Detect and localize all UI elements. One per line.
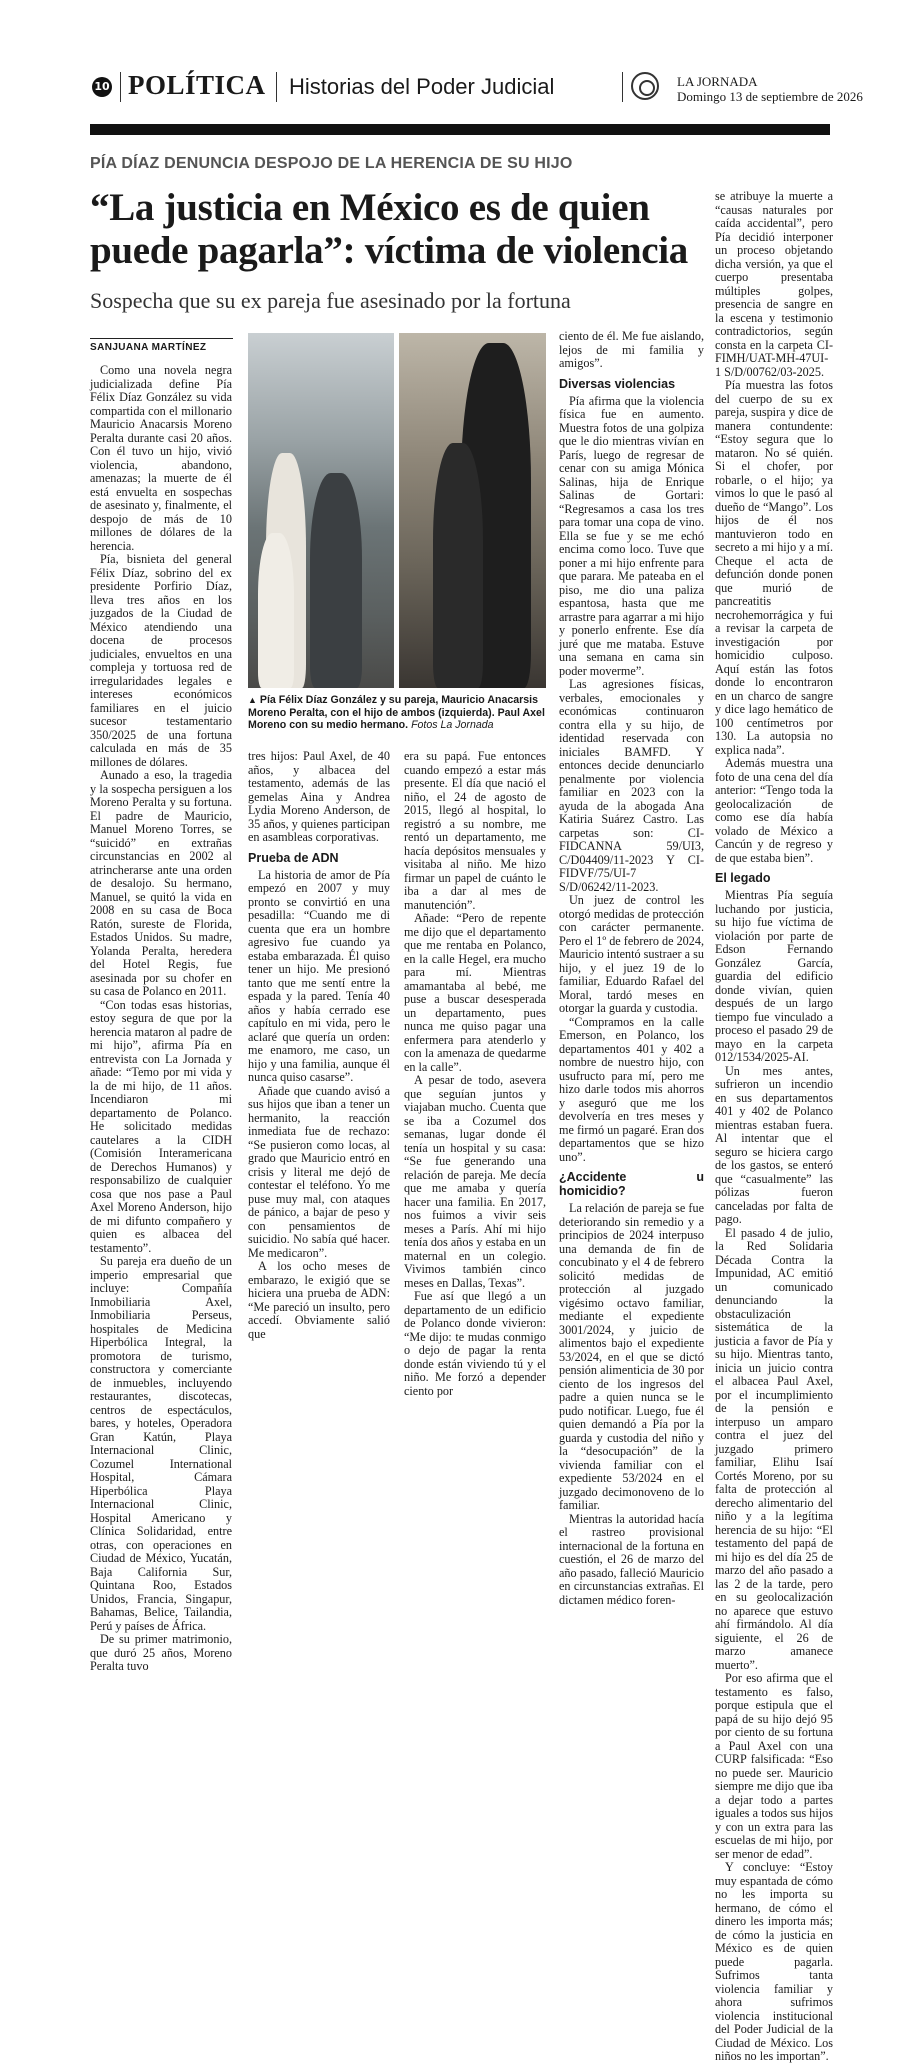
- paragraph: Fue así que llegó a un departamento de un edificio de Polanco donde vivieron: “Me dijo: te mudas conmigo o dejo de pagar la renta donde están viviendo tú y el niño. Me forzó a depender ciento por: [404, 1289, 546, 1398]
- paragraph: Un mes antes, sufrieron un incendio en sus departamentos 401 y 402 de Polanco mientras estaban fuera. Al intentar que el seguro se hiciera cargo de los gastos, se enteró que “casualmente” las pólizas fueron canceladas por falta de pago.: [715, 1063, 833, 1226]
- deck: Sospecha que su ex pareja fue asesinado por la fortuna: [90, 288, 571, 313]
- paragraph: A pesar de todo, asevera que seguían juntos y viajaban mucho. Cuenta que se iba a Cozumel dos semanas, lugar donde él tenía un hospital y su casa: “Se fue generando una relación de pareja. Me decía que me amaba y quería hacer una familia. En 2017, nos fuimos a vivir seis meses a París. Ahí mi hijo tenía dos años y estaba en un maternal en un colegio. Vivimos también cinco meses en Dallas, Texas”.: [404, 1073, 546, 1290]
- page-number: 10: [92, 77, 112, 97]
- paragraph: ciento de él. Me fue aislando, lejos de mi familia y amigos”.: [559, 329, 704, 370]
- paragraph: era su papá. Fue entonces cuando empezó a estar más presente. El día que nació el niño, el 24 de agosto de 2015, llegó al hospital, lo registró a su nombre, me rentó un departamento, me hacía depósitos mensuales y visitaba al niño. Me hizo firmar un papel de cuánto le iba a dar al mes de manutención”.: [404, 749, 546, 912]
- header-rule: [90, 124, 830, 135]
- paragraph: Además muestra una foto de una cena del día anterior: “Tengo toda la geolocalización de como ese día había volado de México a Cancún y de regreso y de que estaba bien”.: [715, 756, 833, 865]
- paragraph: Como una novela negra judicializada define Pía Félix Díaz González su vida compartida con el millonario Mauricio Anacarsis Moreno Peralta durante casi 20 años. Con él tuvo un hijo, vivió violencia, abandono, amenazas; la muerte de él está envuelta en sospechas de asesinato y, finalmente, el despojo de más de 10 millones de dólares de la herencia.: [90, 363, 232, 553]
- subheading: Prueba de ADN: [248, 850, 339, 865]
- column-1: [90, 364, 232, 1674]
- paragraph: El pasado 4 de julio, la Red Solidaria Década Contra la Impunidad, AC emitió un comunicado denunciando la obstaculización sistemática de la justicia a favor de Pía y su hijo. Mientras tanto, inicia un juicio contra el albacea Paul Axel, por el incumplimiento de la pensión e interpuso un amparo contra el juez del juzgado primero familiar, Elihu Isaí Cortés Moreno, por su falta de protección al derecho alimentario del niño y a la legítima herencia de su hijo: “El testamento del papá de mi hijo es del día 25 de marzo del año pasado a las 2 de la tarde, pero en su geolocalización no aparece que estuvo ahí firmándolo. Al día siguiente, el 26 de marzo amanece muerto”.: [715, 1225, 833, 1672]
- paragraph: Pía muestra las fotos del cuerpo de su ex pareja, suspira y dice de manera contundente: “Estoy segura que lo mataron. No sé quién. Si el chofer, por robarle, o el hijo; ya vimos lo que le pasó al dueño de “Mango”. Los hijos de él nos mantuvieron todo en secreto a mi hijo y a mí. Cheque el acta de defunción donde ponen que murió de pancreatitis necrohemorrágica y fui a revisar la carpeta de investigación por homicidio culposo. Aquí están las fotos donde lo encontraron en un charco de sangre y dice lago hemático de 100 centímetros por 130. La autopsia no explica nada”.: [715, 378, 833, 757]
- column-4: [559, 330, 704, 1607]
- paragraph: Añade que cuando avisó a sus hijos que iban a tener un hermanito, la reacción inmediata fue de rechazo: “Se pusieron como locas, al grado que Mauricio entró en crisis y literal me dejó de contestar el teléfono. Yo me puse muy mal, con ataques de pánico, a bajar de peso y con pensamientos de suicidio. No sabía qué hacer. Me medicaron”.: [248, 1083, 390, 1260]
- header-divider: [276, 72, 277, 102]
- caption-text: Pía Félix Díaz González y su pareja, Mauricio Anacarsis Moreno Peralta, con el hijo de ambos (izquierda). Paul Axel Moreno con su medio hermano.: [248, 694, 545, 731]
- paragraph: Pía afirma que la violencia física fue en aumento. Muestra fotos de una golpiza que le dio mientras vivían en París, luego de regresar de cenar con su amiga Mónica Salinas, hija de Enrique Salinas de Gortari: “Regresamos a casa los tres para tomar una copa de vino. Ella se fue y se me echó encima como loco. Tuve que poner a mi hijo enfrente para que parara. Me pateaba en el piso, me dio una paliza espantosa, hasta que me arrastre para agarrar a mi hijo y ponerlo enfrente. Ese día juré que me mataba. Estuve una semana en cama sin poder moverme”.: [559, 393, 704, 678]
- byline: SANJUANA MARTÍNEZ: [90, 338, 233, 353]
- section-title: POLÍTICA: [128, 70, 266, 100]
- column-5: [715, 190, 833, 2064]
- photo-caption: [248, 694, 546, 732]
- issue-date: Domingo 13 de septiembre de 2026: [677, 89, 863, 104]
- paragraph: Añade: “Pero de repente me dijo que el departamento que me rentaba en Polanco, en la calle Hegel, era mucho para mí. Mientras amamantaba al bebé, me puse a buscar desesperada un departamento, pues nunca me quiso pagar una enfermera para atenderlo y con la amenaza de quedarme en la calle”.: [404, 911, 546, 1074]
- paragraph: A los ocho meses de embarazo, le exigió que se hiciera una prueba de ADN: “Me pareció un insulto, pero accedí. Obviamente salió que: [248, 1259, 390, 1341]
- kicker: PÍA DÍAZ DENUNCIA DESPOJO DE LA HERENCIA DE SU HIJO: [90, 155, 573, 172]
- newspaper-info: [677, 74, 863, 104]
- newspaper-name: LA JORNADA: [677, 74, 758, 89]
- photo-family: [248, 333, 394, 688]
- paragraph: se atribuye la muerte a “causas naturales por caída accidental”, pero Pía decidió interponer un proceso objetando dicha versión, ya que el cuerpo presentaba múltiples golpes, presencia de sangre en la escena y testimonio contradictorios, según consta en la carpeta CI-FIMH/UAT-MH-47UI-1 S/D/00762/03-2025.: [715, 189, 833, 379]
- subsection-title: Historias del Poder Judicial: [289, 74, 555, 99]
- photo-brothers: [399, 333, 546, 688]
- paragraph: Las agresiones físicas, verbales, emocionales y económicas continuaron contra ella y su hijo, de identidad reservada con iniciales BAMFD. Y entonces decide denunciarlo penalmente por violencia familiar en 2023 con la ayuda de la abogada Ana Katiria Suárez Castro. Las carpetas son: CI-FIDCANNA 59/UI3, C/D04409/11-2023 Y CI-FIDVF/75/UI-7 S/D/06242/11-2023.: [559, 677, 704, 894]
- header-divider: [120, 72, 121, 102]
- paragraph: Mientras la autoridad hacía el rastreo provisional internacional de la fortuna en cuestión, el 26 de marzo del año pasado, falleció Mauricio en circunstancias extrañas. El dictamen médico foren-: [559, 1511, 704, 1607]
- photo-credit: Fotos La Jornada: [411, 719, 494, 731]
- header-divider: [622, 72, 623, 102]
- person-figure: [310, 473, 362, 688]
- paragraph: Su pareja era dueño de un imperio empresarial que incluye: Compañía Inmobiliaria Axel, Inmobiliaria Perseus, hospitales de Medicina Hiperbólica Integral, la promotora de turismo, constructora y comerciante de inmuebles, incluyendo restaurantes, discotecas, centros de espectáculos, bares, y hoteles, Operadora Gran Katún, Playa Internacional Clinic, Cozumel International Hospital, Cámara Hiperbólica Playa Internacional Clinic, Hospital Americano y Clínica Solidaridad, entre otras, con operaciones en Ciudad de México, Yucatán, Baja California Sur, Quintana Roo, Estados Unidos, Francia, Singapur, Bahamas, Belice, Tailandia, Perú y países de África.: [90, 1254, 232, 1633]
- paragraph: Un juez de control les otorgó medidas de protección con carácter permanente. Pero el 1º de febrero de 2024, Mauricio intentó sustraer a su hijo, y el juez 19 de lo familiar, Eduardo Rafael del Moral, tardó meses en otorgar la guarda y custodia.: [559, 893, 704, 1015]
- paragraph: De su primer matrimonio, que duró 25 años, Moreno Peralta tuvo: [90, 1632, 232, 1673]
- paragraph: tres hijos: Paul Axel, de 40 años, y albacea del testamento, además de las gemelas Aina y Andrea Lydia Moreno Anderson, de 35 años, y quienes participan en asambleas corporativas.: [248, 749, 390, 844]
- subheading: El legado: [715, 871, 771, 885]
- paragraph: “Con todas esas historias, estoy segura de que por la herencia mataron al padre de mi hijo”, afirma Pía en entrevista con La Jornada y añade: “Temo por mi vida y la de mi hijo, de 11 años. Incendiaron mi departamento de Polanco. He solicitado medidas cautelares a la CIDH (Comisión Interamericana de Derechos Humanos) y responsabilizo de cualquier cosa que nos pase a Paul Axel Moreno Anderson, hijo de mi difunto compañero y quien es albacea del testamento”.: [90, 997, 232, 1255]
- subheading: Diversas violencias: [559, 376, 676, 391]
- headline-line: “La justicia en México es de quien: [90, 186, 650, 229]
- column-3: [404, 750, 546, 1398]
- person-figure: [258, 533, 294, 688]
- paragraph: “Compramos en la calle Emerson, en Polanco, los departamentos 401 y 402 a nombre de nuestro hijo, con usufructo para mí, pero me hizo darle todos mis ahorros y aseguró que me los devolvería en tres meses y me firmó un pagaré. Eran dos departamentos que se hizo uno”.: [559, 1014, 704, 1164]
- paragraph: La relación de pareja se fue deteriorando sin remedio y a principios de 2024 interpuso una demanda de fin de concubinato y el 4 de febrero solicitó medidas de protección al juzgado vigésimo octavo familiar, mediante el expediente 3001/2024, y juicio de alimentos bajo el expediente 53/2024, en el que se dictó pensión alimenticia de 30 por ciento de los ingresos del padre a quien nunca se le pudo notificar. Luego, fue él quien demandó a Pía por la guarda y custodia del niño y la “desocupación” de la vivienda familiar con el expediente 53/2024 en el juzgado decimonoveno de lo familiar.: [559, 1201, 704, 1512]
- headline-line: puede pagarla”: víctima de violencia: [90, 229, 688, 272]
- paragraph: Aunado a eso, la tragedia y la sospecha persiguen a los Moreno Peralta y su fortuna. El padre de Mauricio, Manuel Moreno Torres, se “suicidó” en extrañas circunstancias en 2002 al atrincherarse ante una orden de desalojo. Su hermano, Manuel, se quitó la vida en 2008 en su casa de Boca Ratón, sureste de Florida, Estados Unidos. Su madre, Yolanda Peralta, heredera del Hotel Regis, fue asesinada por su chofer en su casa de Polanco en 2011.: [90, 768, 232, 998]
- subheading: ¿Accidente u homicidio?: [559, 1170, 704, 1198]
- sun-logo-icon: [631, 72, 659, 100]
- person-figure: [433, 443, 483, 688]
- paragraph: La historia de amor de Pía empezó en 2007 y muy pronto se convirtió en una pesadilla: “Cuando me di cuenta que era un hombre agresivo fue cuando ya estaba embarazada. Él quiso tener un hijo. Me presionó tanto que me sentí entre la espada y la pared. Tenía 40 años y había cerrado ese capítulo en mi vida, pero le aclaré que quería un orden: me enamoro, me caso, un hijo y una familia, aunque él nunca quiso casarse”.: [248, 867, 390, 1084]
- paragraph: Pía, bisnieta del general Félix Díaz, sobrino del ex presidente Porfirio Díaz, lleva tres años en los juzgados de la Ciudad de México atendiendo una docena de procesos judiciales, envueltos en una compleja y tortuosa red de irregularidades legales e intereses económicos familiares en el juicio sucesor testamentario 350/2025 de una fortuna calculada en más de 35 millones de dólares.: [90, 552, 232, 769]
- paragraph: Y concluye: “Estoy muy espantada de cómo no les importa su hermano, de cómo el dinero les importa más; de cómo la justicia en México es de quien puede pagarla. Sufrimos tanta violencia familiar y ahora sufrimos violencia institucional del Poder Judicial de la Ciudad de México. Los niños no les importan”.: [715, 1860, 833, 2063]
- headline: [90, 186, 705, 272]
- column-2: [248, 750, 390, 1341]
- paragraph: Por eso afirma que el testamento es falso, porque estipula que el papá de su hijo dejó 95 por ciento de su fortuna a Paul Axel con una CURP falsificada: “Eso no puede ser. Mauricio siempre me dijo que iba a dejar todo a partes iguales a todos sus hijos y con un extra para las escuelas de mi hijo, por ser menor de edad”.: [715, 1671, 833, 1861]
- paragraph: Mientras Pía seguía luchando por justicia, su hijo fue víctima de violación por parte de Edson Fernando González García, guardia del edificio donde vivían, quien después de un largo tiempo fue vinculado a proceso el pasado 29 de mayo en la carpeta 012/1534/2025-AI.: [715, 888, 833, 1064]
- triangle-marker-icon: ▲: [248, 695, 257, 705]
